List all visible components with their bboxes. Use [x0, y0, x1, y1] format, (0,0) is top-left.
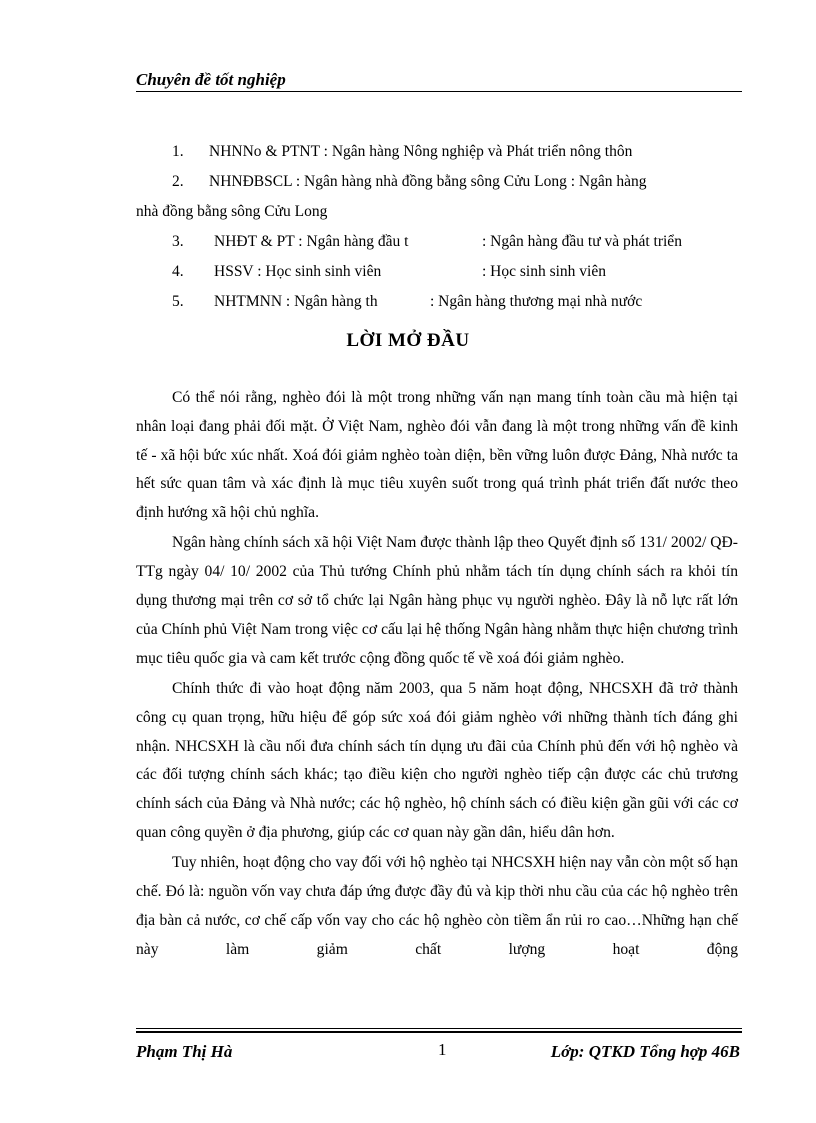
abbr-text: HSSV : Học sinh sinh viên	[214, 263, 382, 280]
footer-author: Phạm Thị Hà	[136, 1042, 233, 1061]
abbr-number: 3.	[172, 233, 184, 250]
footer-divider-thick	[136, 1031, 742, 1033]
paragraph-2: Ngân hàng chính sách xã hội Việt Nam được thành lập theo Quyết định số 131/ 2002/ QĐ-TTg ngày 04/ 10/ 2002 của Thủ tướng Chính phủ nhằm tách tín dụng chính sách ra khỏi tín dụng thương mại trên cơ sở tổ chức lại Ngân hàng phục vụ người nghèo. Đây là nỗ lực rất lớn của Chính phủ Việt Nam trong việc cơ cấu lại hệ thống Ngân hàng nhằm thực hiện chương trình mục tiêu quốc gia và cam kết trước cộng đồng quốc tế về xoá đói giảm nghèo.	[136, 534, 738, 667]
paragraph-4: Tuy nhiên, hoạt động cho vay đối với hộ nghèo tại NHCSXH hiện nay vẫn còn một số hạn chế. Đó là: nguồn vốn vay chưa đáp ứng được đầy đủ và kịp thời nhu cầu của các hộ nghèo trên địa bàn cả nước, cơ chế cấp vốn vay cho các hộ nghèo còn tiềm ẩn rủi ro cao…Những hạn chế này làm giảm chất lượng hoạt động	[136, 854, 738, 958]
body-text	[136, 384, 738, 966]
page-number: 1	[438, 1040, 447, 1059]
footer-divider-thin	[136, 1028, 742, 1029]
abbr-number: 5.	[172, 293, 184, 310]
paragraph-3: Chính thức đi vào hoạt động năm 2003, qua 5 năm hoạt động, NHCSXH đã trở thành công cụ quan trọng, hữu hiệu để góp sức xoá đói giảm nghèo với những thành tích đáng ghi nhận. NHCSXH là cầu nối đưa chính sách tín dụng ưu đãi của Chính phủ đến với hộ nghèo và các đối tượng chính sách khác; tạo điều kiện cho người nghèo tiếp cận được các chủ trương chính sách của Đảng và Nhà nước; các hộ nghèo, hộ chính sách có điều kiện gần gũi với các cơ quan công quyền ở địa phương, giúp các cơ quan này gần dân, hiểu dân hơn.	[136, 679, 738, 841]
section-heading: LỜI MỞ ĐẦU	[346, 330, 470, 351]
abbr-number: 2.	[172, 173, 184, 190]
abbr-text: NHTMNN : Ngân hàng th	[214, 293, 378, 310]
abbr-number: 1.	[172, 143, 184, 160]
abbr-meaning: : Ngân hàng đầu tư và phát triển	[482, 233, 682, 250]
abbr-text: NHNNo & PTNT : Ngân hàng Nông nghiệp và Phát triển nông thôn	[209, 143, 633, 160]
header-divider	[136, 91, 742, 92]
header-title: Chuyên đề tốt nghiệp	[136, 70, 286, 89]
paragraph-1: Có thể nói rằng, nghèo đói là một trong những vấn nạn mang tính toàn cầu mà hiện tại nhân loại đang phải đối mặt. Ở Việt Nam, nghèo đói vẫn đang là một trong những vấn đề kinh tế - xã hội bức xúc nhất. Xoá đói giảm nghèo toàn diện, bền vững luôn được Đảng, Nhà nước ta hết sức quan tâm và xác định là mục tiêu xuyên suốt trong quá trình phát triển đất nước theo định hướng xã hội chủ nghĩa.	[136, 389, 738, 522]
abbr-meaning: : Học sinh sinh viên	[482, 263, 606, 280]
abbr-number: 4.	[172, 263, 184, 280]
abbr-text: NHNĐBSCL : Ngân hàng nhà đồng bằng sông Cửu Long : Ngân hàng	[209, 173, 647, 190]
footer-class: Lớp: QTKD Tổng hợp 46B	[550, 1042, 740, 1061]
abbr-text: NHĐT & PT : Ngân hàng đầu t	[214, 233, 409, 250]
abbr-meaning: : Ngân hàng thương mại nhà nước	[430, 293, 643, 310]
abbr-item-2-continuation: nhà đồng bằng sông Cửu Long	[136, 203, 328, 220]
